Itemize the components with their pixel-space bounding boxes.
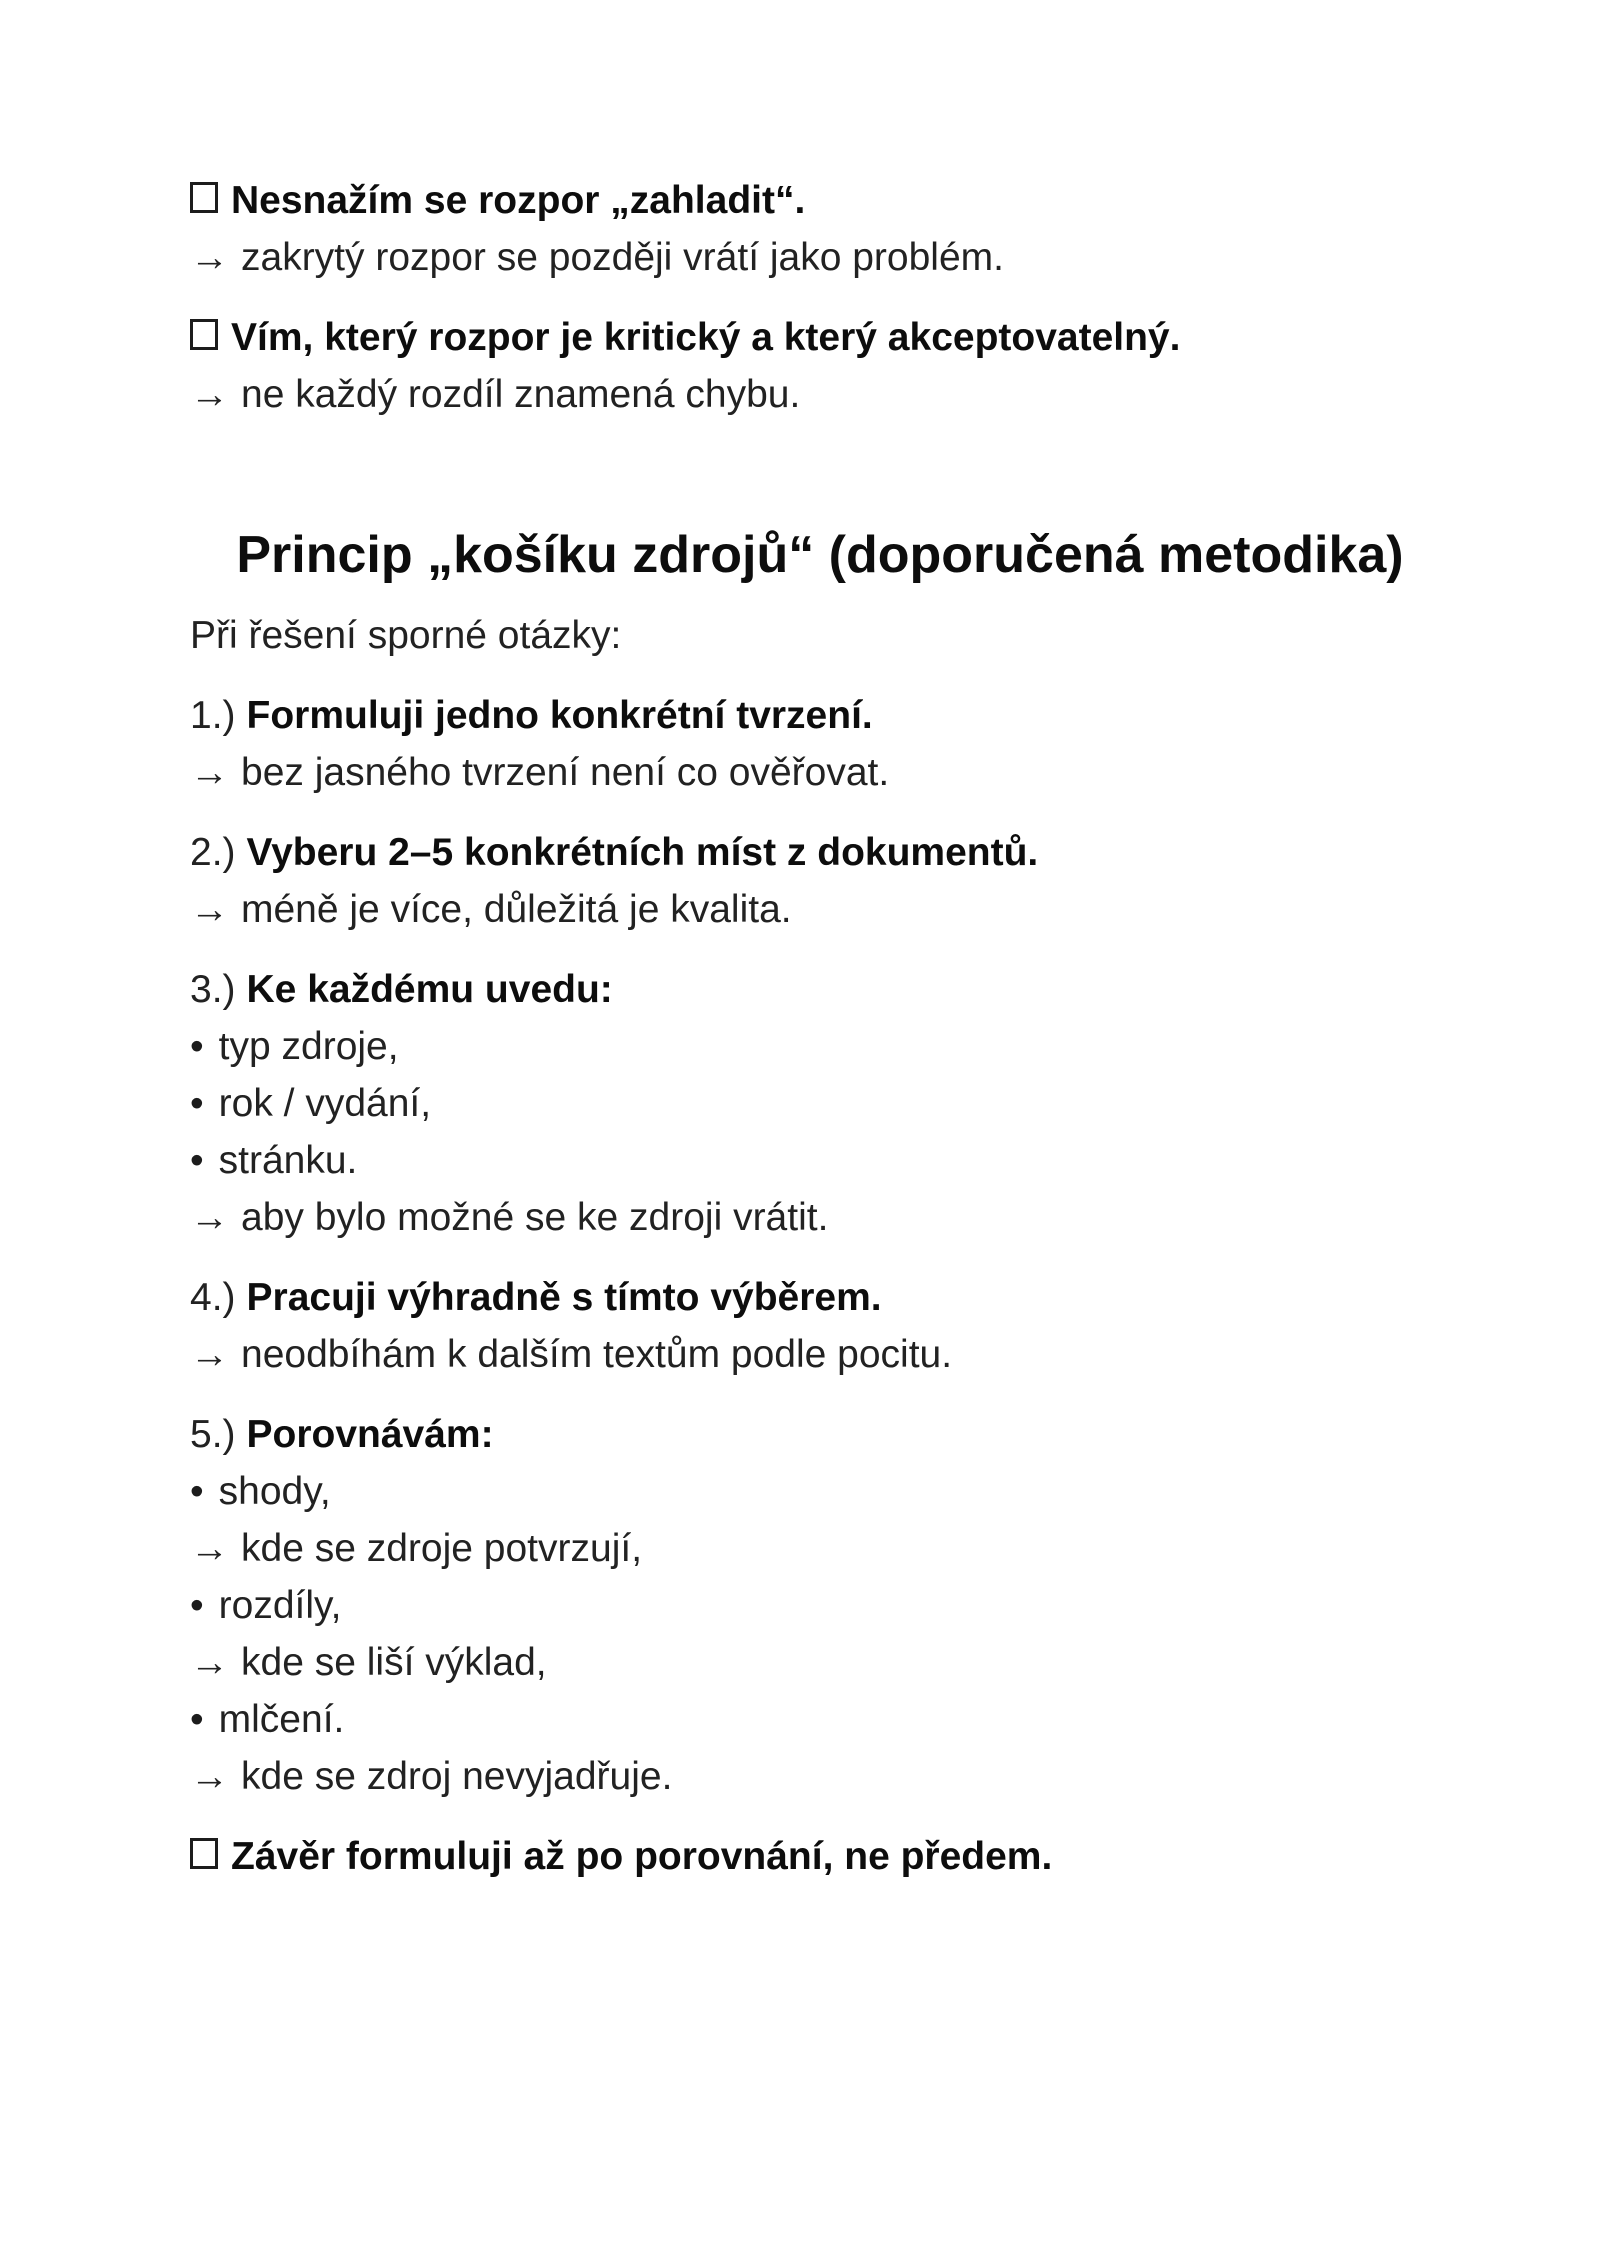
checklist-note-line: [190, 366, 1450, 423]
bullet-icon: •: [190, 1025, 204, 1068]
checkbox-icon: [190, 182, 218, 213]
step-note-line: [190, 744, 1450, 801]
step-note-line: [190, 1634, 1450, 1691]
step-note-text: kde se zdroje potvrzují,: [241, 1527, 643, 1570]
step-4: [190, 1269, 1450, 1383]
step-note-line: [190, 1326, 1450, 1383]
bullet-icon: •: [190, 1082, 204, 1125]
checklist-note-text: ne každý rozdíl znamená chybu.: [241, 373, 801, 416]
step-note-text: kde se zdroj nevyjadřuje.: [241, 1755, 673, 1798]
step-number: 5.): [190, 1413, 236, 1456]
step-2: [190, 824, 1450, 938]
step-note-text: méně je více, důležitá je kvalita.: [241, 888, 792, 931]
step-number: 2.): [190, 831, 236, 874]
step-heading-line: [190, 961, 1450, 1018]
bullet-icon: •: [190, 1139, 204, 1182]
step-5: [190, 1406, 1450, 1805]
step-bullet-line: [190, 1075, 1450, 1132]
step-note-text: kde se liší výklad,: [241, 1641, 547, 1684]
checklist-item-label: Vím, který rozpor je kritický a který akceptovatelný.: [231, 316, 1181, 359]
step-heading-text: Formuluji jedno konkrétní tvrzení.: [246, 694, 873, 737]
step-3: [190, 961, 1450, 1246]
step-number: 1.): [190, 694, 236, 737]
checklist-note-line: [190, 229, 1450, 286]
step-note-line: [190, 1748, 1450, 1805]
checklist-item-label: Nesnažím se rozpor „zahladit“.: [231, 179, 806, 222]
step-bullet-line: [190, 1577, 1450, 1634]
arrow-icon: →: [190, 888, 229, 931]
step-number: 4.): [190, 1276, 236, 1319]
checkbox-icon: [190, 1838, 218, 1869]
step-bullet-line: [190, 1018, 1450, 1075]
step-note-line: [190, 1189, 1450, 1246]
checklist-item-line: [190, 309, 1450, 366]
step-1: [190, 687, 1450, 801]
step-note-text: bez jasného tvrzení není co ověřovat.: [241, 751, 890, 794]
arrow-icon: →: [190, 1333, 229, 1376]
checklist-group: [190, 172, 1450, 286]
step-heading-line: [190, 824, 1450, 881]
step-number: 3.): [190, 968, 236, 1011]
step-bullet-line: [190, 1691, 1450, 1748]
step-bullet-text: stránku.: [218, 1139, 358, 1182]
step-note-line: [190, 881, 1450, 938]
step-note-text: aby bylo možné se ke zdroji vrátit.: [241, 1196, 829, 1239]
step-heading-line: [190, 1406, 1450, 1463]
step-bullet-line: [190, 1132, 1450, 1189]
section-intro: Při řešení sporné otázky:: [190, 614, 622, 657]
arrow-icon: →: [190, 373, 229, 416]
step-bullet-text: rok / vydání,: [218, 1082, 432, 1125]
arrow-icon: →: [190, 1755, 229, 1798]
conclusion-text: Závěr formuluji až po porovnání, ne předem.: [231, 1835, 1053, 1878]
arrow-icon: →: [190, 1641, 229, 1684]
step-note-text: neodbíhám k dalším textům podle pocitu.: [241, 1333, 953, 1376]
section-title: Princip „košíku zdrojů“ (doporučená metodika): [236, 526, 1404, 584]
bullet-icon: •: [190, 1470, 204, 1513]
step-heading-text: Ke každému uvedu:: [246, 968, 613, 1011]
conclusion-line: [190, 1828, 1450, 1885]
step-bullet-text: shody,: [218, 1470, 331, 1513]
conclusion-group: [190, 1828, 1450, 1885]
bullet-icon: •: [190, 1584, 204, 1627]
checklist-note-text: zakrytý rozpor se později vrátí jako problém.: [241, 236, 1004, 279]
step-bullet-text: mlčení.: [218, 1698, 345, 1741]
step-bullet-line: [190, 1463, 1450, 1520]
step-heading-line: [190, 1269, 1450, 1326]
arrow-icon: →: [190, 1527, 229, 1570]
step-heading-text: Vyberu 2–5 konkrétních míst z dokumentů.: [246, 831, 1039, 874]
arrow-icon: →: [190, 751, 229, 794]
steps-list: [190, 687, 1450, 1885]
arrow-icon: →: [190, 1196, 229, 1239]
bullet-icon: •: [190, 1698, 204, 1741]
checklist-item-line: [190, 172, 1450, 229]
step-heading-text: Porovnávám:: [246, 1413, 494, 1456]
checkbox-icon: [190, 319, 218, 350]
arrow-icon: →: [190, 236, 229, 279]
step-note-line: [190, 1520, 1450, 1577]
step-bullet-text: rozdíly,: [218, 1584, 342, 1627]
step-heading-text: Pracuji výhradně s tímto výběrem.: [246, 1276, 882, 1319]
step-bullet-text: typ zdroje,: [218, 1025, 399, 1068]
step-heading-line: [190, 687, 1450, 744]
top-checklist: [190, 172, 1450, 423]
checklist-group: [190, 309, 1450, 423]
